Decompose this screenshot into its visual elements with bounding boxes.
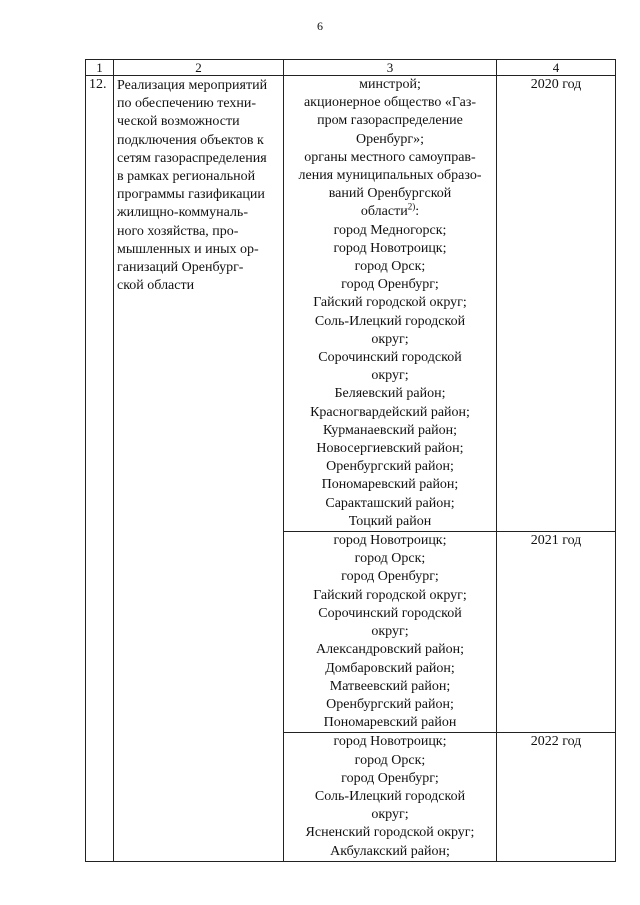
- footnote-marker: 2): [407, 201, 416, 212]
- description-line: жилищно-коммуналь-: [117, 205, 248, 221]
- table-row-2020: [86, 76, 616, 532]
- executor-line: город Орск;: [354, 752, 426, 768]
- description-line: мышленных и иных ор-: [117, 241, 259, 257]
- executor-line: Акбулакский район;: [330, 843, 450, 859]
- executor-line: город Новотроицк;: [333, 734, 447, 750]
- executor-line-footnoted: [284, 203, 496, 221]
- executor-line: Оренбургский район;: [326, 459, 454, 475]
- executor-line: Новосергиевский район;: [316, 441, 464, 457]
- executor-line: Ясненский городской округ;: [305, 825, 475, 841]
- footnote-suffix: :: [415, 204, 420, 220]
- executor-line: Курманаевский район;: [322, 422, 458, 438]
- description-line: по обеспечению техни-: [117, 96, 257, 112]
- executor-line: город Оренбург;: [341, 277, 439, 293]
- executor-line: Александровский район;: [315, 642, 465, 658]
- header-col-1: 1: [86, 60, 114, 76]
- executor-line: город Орск;: [354, 551, 426, 567]
- executor-line: Тоцкий район: [348, 513, 432, 529]
- executor-line: Сорочинский городской: [318, 350, 462, 366]
- executors-2020: [284, 76, 497, 532]
- executors-2022: [284, 733, 497, 861]
- executor-line: округ;: [371, 331, 409, 347]
- executor-line: округ;: [371, 368, 409, 384]
- executor-line: округ;: [371, 624, 409, 640]
- executor-line: Пономаревский район;: [321, 477, 459, 493]
- table-header-row: [86, 60, 616, 76]
- executor-line: ваний Оренбургской: [328, 186, 452, 202]
- executor-line: Гайский городской округ;: [313, 587, 467, 603]
- executor-line: Сорочинский городской: [318, 605, 462, 621]
- executor-line: органы местного самоуправ-: [304, 149, 476, 165]
- executors-2021: [284, 532, 497, 733]
- executor-text: области: [360, 204, 408, 220]
- executor-line: пром газораспределение: [317, 113, 463, 129]
- executor-line: Гайский городской округ;: [313, 295, 467, 311]
- executor-line: город Новотроицк;: [333, 533, 447, 549]
- executor-line: Саракташский район;: [325, 495, 455, 511]
- executor-line: Соль-Илецкий городской: [314, 313, 466, 329]
- description-line: ганизаций Оренбург-: [117, 260, 244, 276]
- measure-description: [114, 76, 284, 862]
- description-line: ской области: [117, 278, 195, 294]
- description-line: программы газификации: [117, 187, 265, 203]
- header-col-4: 4: [497, 60, 616, 76]
- description-line: подключения объектов к: [117, 132, 264, 148]
- executor-line: Соль-Илецкий городской: [314, 788, 466, 804]
- executor-line: город Оренбург;: [341, 569, 439, 585]
- description-line: сетям газораспределения: [117, 150, 267, 166]
- executor-line: акционерное общество «Газ-: [303, 95, 477, 111]
- executor-line: Пономаревский район: [323, 715, 457, 731]
- executor-line: округ;: [371, 807, 409, 823]
- description-line: ческой возможности: [117, 114, 240, 130]
- measures-table: [85, 59, 616, 862]
- executor-line: город Оренбург;: [341, 770, 439, 786]
- year-2020: 2020 год: [497, 76, 616, 532]
- executor-line: Беляевский район;: [334, 386, 446, 402]
- header-col-2: 2: [114, 60, 284, 76]
- year-2021: 2021 год: [497, 532, 616, 733]
- executor-line: Оренбургский район;: [326, 696, 454, 712]
- description-line: Реализация мероприятий: [117, 78, 268, 93]
- header-col-3: 3: [284, 60, 497, 76]
- executor-line: Красногвардейский район;: [310, 404, 470, 420]
- executor-line: город Новотроицк;: [333, 240, 447, 256]
- executor-line: Матвеевский район;: [329, 678, 451, 694]
- executor-line: Домбаровский район;: [325, 660, 455, 676]
- description-line: в рамках региональной: [117, 169, 256, 185]
- executor-line: Оренбург»;: [355, 131, 425, 147]
- description-line: ного хозяйства, про-: [117, 223, 239, 239]
- page-number: 6: [317, 19, 323, 33]
- executor-line: город Орск;: [354, 259, 426, 275]
- year-2022: 2022 год: [497, 733, 616, 861]
- row-number: 12.: [86, 76, 114, 862]
- executor-line: город Медногорск;: [333, 222, 447, 238]
- executor-line: ления муниципальных образо-: [298, 168, 482, 184]
- executor-line: минстрой;: [359, 77, 421, 92]
